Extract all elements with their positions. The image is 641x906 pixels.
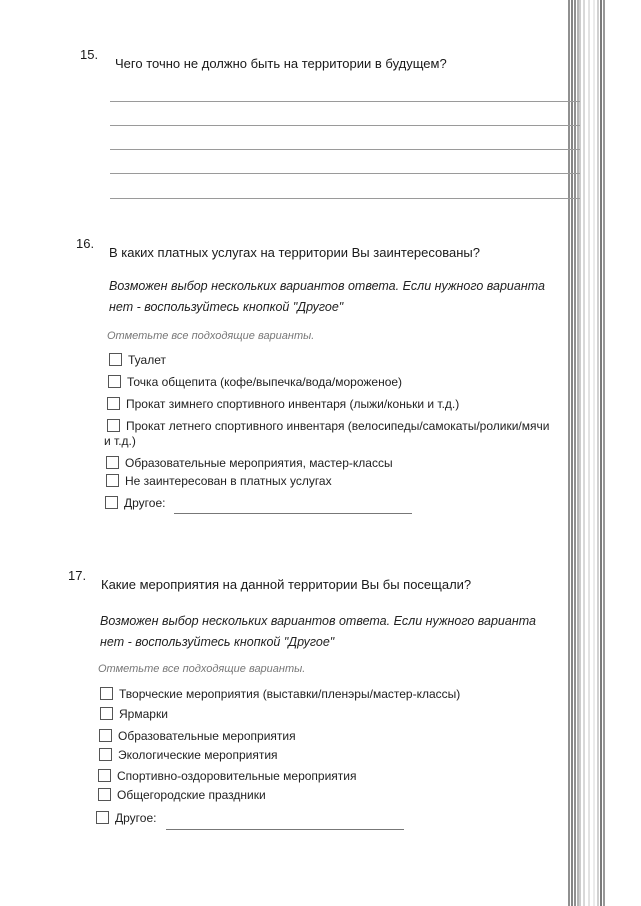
q17-number: 17. [68, 568, 87, 583]
q17-option-label: Спортивно-оздоровительные мероприятия [117, 769, 357, 783]
q17-option-other[interactable] [96, 810, 156, 826]
q17-option[interactable] [99, 728, 296, 744]
checkbox[interactable] [107, 397, 120, 410]
checkbox[interactable] [106, 474, 119, 487]
q16-option-label: Образовательные мероприятия, мастер-классы [125, 456, 393, 470]
q16-option-continuation [104, 433, 136, 449]
q16-option[interactable] [106, 455, 393, 471]
q17-option-label: Образовательные мероприятия [118, 729, 296, 743]
checkbox[interactable] [100, 687, 113, 700]
checkbox[interactable] [99, 729, 112, 742]
q17-hint-line-1: Возможен выбор нескольких вариантов ответа. Если нужного варианта [100, 614, 536, 628]
q15-number: 15. [80, 47, 99, 62]
q16-hint-line-2: нет - воспользуйтесь кнопкой "Другое" [109, 300, 344, 314]
q16-number: 16. [76, 236, 95, 251]
checkbox[interactable] [98, 788, 111, 801]
checkbox[interactable] [105, 496, 118, 509]
q16-option-label: Прокат зимнего спортивного инвентаря (лыжи/коньки и т.д.) [126, 397, 460, 411]
q16-other-input[interactable] [174, 513, 412, 514]
q15-answer-line-5[interactable] [110, 198, 580, 199]
q16-option-other[interactable] [105, 495, 165, 511]
q16-option-label: Не заинтересован в платных услугах [125, 474, 332, 488]
q15-answer-line-2[interactable] [110, 125, 580, 126]
q17-option[interactable] [99, 747, 278, 763]
checkbox[interactable] [96, 811, 109, 824]
q16-title: В каких платных услугах на территории Вы заинтересованы? [109, 245, 481, 260]
q17-option[interactable] [100, 686, 460, 702]
q17-other-label: Другое: [115, 811, 157, 825]
checkbox[interactable] [107, 419, 120, 432]
q16-option[interactable] [108, 374, 402, 390]
q16-option[interactable] [107, 396, 459, 412]
q16-hint-line-1: Возможен выбор нескольких вариантов ответа. Если нужного варианта [109, 279, 545, 293]
q16-option[interactable] [107, 418, 549, 434]
q15-title: Чего точно не должно быть на территории в будущем? [115, 56, 447, 71]
q17-option-label: Общегородские праздники [117, 788, 266, 802]
q16-option[interactable] [106, 473, 332, 489]
q17-option[interactable] [98, 768, 357, 784]
q17-title: Какие мероприятия на данной территории Вы бы посещали? [101, 577, 472, 592]
q17-option-label: Творческие мероприятия (выставки/пленэры/мастер-классы) [119, 687, 461, 701]
checkbox[interactable] [109, 353, 122, 366]
q15-answer-line-3[interactable] [110, 149, 580, 150]
q17-option-label: Экологические мероприятия [118, 748, 278, 762]
q17-hint [100, 611, 570, 653]
q16-option-label-continued: и т.д.) [104, 434, 136, 448]
q16-option-label: Прокат летнего спортивного инвентаря (велосипеды/самокаты/ролики/мячи [126, 419, 550, 433]
q16-option-label: Точка общепита (кофе/выпечка/вода/мороженое) [127, 375, 403, 389]
q16-hint [109, 276, 579, 318]
checkbox[interactable] [98, 769, 111, 782]
q15-answer-line-1[interactable] [110, 101, 580, 102]
checkbox[interactable] [100, 707, 113, 720]
checkbox[interactable] [106, 456, 119, 469]
q15-answer-line-4[interactable] [110, 173, 580, 174]
q17-option-label: Ярмарки [119, 707, 168, 721]
q17-hint-line-2: нет - воспользуйтесь кнопкой "Другое" [100, 635, 335, 649]
checkbox[interactable] [108, 375, 121, 388]
q17-option[interactable] [100, 706, 168, 722]
q16-option[interactable] [109, 352, 166, 368]
checkbox[interactable] [99, 748, 112, 761]
q16-subtitle: Отметьте все подходящие варианты. [107, 330, 315, 342]
q16-other-label: Другое: [124, 496, 166, 510]
q16-option-label: Туалет [128, 353, 166, 367]
scan-edge-lines [561, 0, 641, 906]
q17-option[interactable] [98, 787, 266, 803]
q17-subtitle: Отметьте все подходящие варианты. [98, 663, 306, 675]
q17-other-input[interactable] [166, 829, 404, 830]
